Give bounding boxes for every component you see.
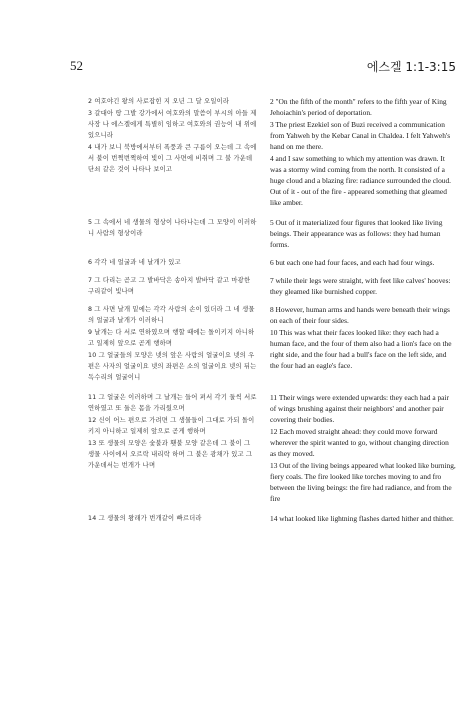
korean-verse: 4 내가 보니 북방에서부터 폭풍과 큰 구름이 오는데 그 속에서 불이 번쩍번쩍하여 빛이 그 사면에 비취며 그 불 가운데 단쇠 같은 것이 나타나 보이고 bbox=[88, 144, 257, 173]
korean-verse: 9 날개는 다 서로 연하였으며 행할 때에는 돌이키지 아니하고 일제히 앞으로 곧게 행하며 bbox=[88, 329, 255, 347]
english-verse: 4 and I saw something to which my attention was drawn. It was a stormy wind coming from the north. It consisted of a huge cloud and a blazing fire: radiance surrounded the cloud. Out of it - out of the fire - appeared something that gleamed like amber. bbox=[270, 154, 452, 207]
english-verse: 14 what looked like lightning flashes darted hither and thither. bbox=[270, 514, 454, 523]
verse-row bbox=[88, 392, 456, 505]
korean-verse: 12 신이 어느 편으로 가려면 그 생물들이 그대로 가되 돌이키지 아니하고 일제히 앞으로 곧게 행하며 bbox=[88, 417, 255, 435]
korean-text bbox=[88, 275, 258, 298]
verse-row bbox=[88, 96, 456, 209]
korean-verse: 10 그 얼굴들의 모양은 넷의 앞은 사람의 얼굴이요 넷의 우편은 사자의 얼굴이요 넷의 좌편은 소의 얼굴이요 넷의 뒤는 독수리의 얼굴이니 bbox=[88, 352, 257, 381]
parallel-columns bbox=[88, 96, 456, 531]
korean-text bbox=[88, 217, 258, 251]
english-verse: 5 Out of it materialized four figures that looked like living beings. Their appearance was as follows: they had human forms. bbox=[270, 218, 443, 249]
korean-verse: 6 각각 네 얼굴과 네 날개가 있고 bbox=[88, 259, 181, 266]
korean-text bbox=[88, 304, 258, 384]
english-verse: 6 but each one had four faces, and each had four wings. bbox=[270, 258, 435, 267]
korean-verse: 7 그 다리는 곧고 그 발바닥은 송아지 발바닥 같고 마광한 구리같이 빛나며 bbox=[88, 277, 251, 295]
korean-verse: 11 그 얼굴은 이러하며 그 날개는 들어 펴서 각기 둘씩 서로 연하였고 또 둘은 몸을 가리웠으며 bbox=[88, 394, 257, 412]
english-text bbox=[270, 257, 456, 269]
english-text bbox=[270, 275, 456, 298]
verse-row bbox=[88, 275, 456, 298]
verse-row bbox=[88, 513, 456, 525]
korean-verse: 13 또 생물의 모양은 숯불과 횃불 모양 같은데 그 불이 그 생물 사이에서 오르락 내리락 하며 그 불은 광채가 있고 그 가운데서는 번개가 나며 bbox=[88, 440, 253, 469]
korean-verse: 2 여호야긴 왕의 사로잡힌 지 오년 그 달 오일이라 bbox=[88, 98, 230, 105]
korean-verse: 3 갈대아 땅 그발 강가에서 여호와의 말씀이 부시의 아들 제사장 나 에스겔에게 특별히 임하고 여호와의 권능이 내 위에 있으니라 bbox=[88, 110, 257, 139]
korean-verse: 8 그 사면 날개 밑에는 각각 사람의 손이 있더라 그 네 생물의 얼굴과 날개가 이러하니 bbox=[88, 306, 255, 324]
running-head: 에스겔 1:1-3:15 bbox=[366, 60, 456, 74]
page-number: 52 bbox=[70, 58, 83, 73]
english-text bbox=[270, 392, 456, 505]
english-verse: 7 while their legs were straight, with feet like calves' hooves: they gleamed like burnished copper. bbox=[270, 276, 451, 296]
english-text bbox=[270, 96, 456, 209]
korean-text bbox=[88, 513, 258, 525]
english-verse: 13 Out of the living beings appeared what looked like burning, fiery coals. The fire looked like torches moving to and fro between the living beings: the fire had radiance, and from the fire bbox=[270, 461, 456, 503]
korean-verse: 14 그 생물의 왕래가 번개같이 빠르더라 bbox=[88, 515, 202, 522]
english-text bbox=[270, 304, 456, 384]
english-verse: 11 Their wings were extended upwards: they each had a pair of wings brushing against their neighbors' and another pair covering their bodies. bbox=[270, 393, 449, 424]
english-verse: 8 However, human arms and hands were beneath their wings on each of their four sides. bbox=[270, 305, 450, 325]
english-verse: 12 Each moved straight ahead: they could move forward wherever the spirit wanted to go, without changing direction as they moved. bbox=[270, 427, 449, 458]
korean-text bbox=[88, 96, 258, 209]
verse-row bbox=[88, 257, 456, 269]
korean-text bbox=[88, 257, 258, 269]
verse-row bbox=[88, 304, 456, 384]
english-verse: 10 This was what their faces looked like: they each had a human face, and the four of them also had a lion's face on the right side, and the four had a bull's face on the left side, and the four had an eagle's face. bbox=[270, 328, 452, 370]
verse-row bbox=[88, 217, 456, 251]
korean-verse: 5 그 속에서 네 생물의 형상이 나타나는데 그 모양이 이러하니 사람의 형상이라 bbox=[88, 219, 257, 237]
english-text bbox=[270, 217, 456, 251]
korean-text bbox=[88, 392, 258, 505]
english-verse: 3 The priest Ezekiel son of Buzi received a communication from Yahweh by the Kebar Canal in Chaldea. I felt Yahweh's hand on me there. bbox=[270, 120, 451, 151]
english-verse: 2 "On the fifth of the month" refers to the fifth year of King Jehoiachin's period of deportation. bbox=[270, 97, 447, 117]
english-text bbox=[270, 513, 456, 525]
